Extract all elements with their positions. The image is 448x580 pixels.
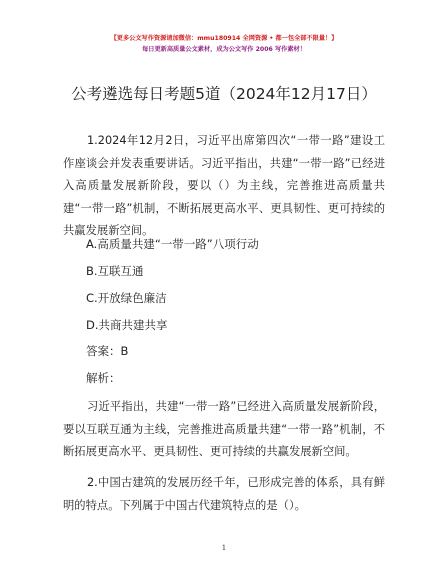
promo-banner-line-2: 每日更新高质量公文素材，成为公文写作 2006 写作素材！ [142,46,306,53]
question-2-text: 2.中国古建筑的发展历经千年，已形成完善的体系，具有鲜明的特点。下列属于中国古代建筑特点的是（）。 [63,476,385,512]
document-title: 公考遴选每日考题5道（2024年12月17日） [71,85,377,103]
question-1-option-c: C.开放绿色廉洁 [86,291,167,305]
question-1-option-a: A.高质量共建“一带一路”八项行动 [86,237,259,251]
page-number: 1 [221,544,227,552]
analysis-label: 解析： [86,371,121,385]
question-1-answer: 答案：B [86,344,129,358]
question-1-text: 1.2024年12月2日，习近平出席第四次“一带一路”建设工作座谈会并发表重要讲话。习近平指出，共建“一带一路”已经进入高质量发展新阶段，要以（）为主线，完善推进高质量共建“一带一路”机制，不断拓展更高水平、更具韧性、更可持续的共赢发展新空间。 [63,134,385,237]
question-1-analysis: 习近平指出，共建“一带一路”已经进入高质量发展新阶段，要以互联互通为主线，完善推进高质量共建“一带一路”机制，不断拓展更高水平、更具韧性、更可持续的共赢发展新空间。 [63,400,385,458]
promo-banner-line-1: 【更多公文写作资源请加微信：mmu180914 全网资源 • 都一包全部不限量！】 [110,35,338,42]
question-1-option-b: B.互联互通 [86,264,144,278]
question-1-option-d: D.共商共建共享 [86,318,168,332]
